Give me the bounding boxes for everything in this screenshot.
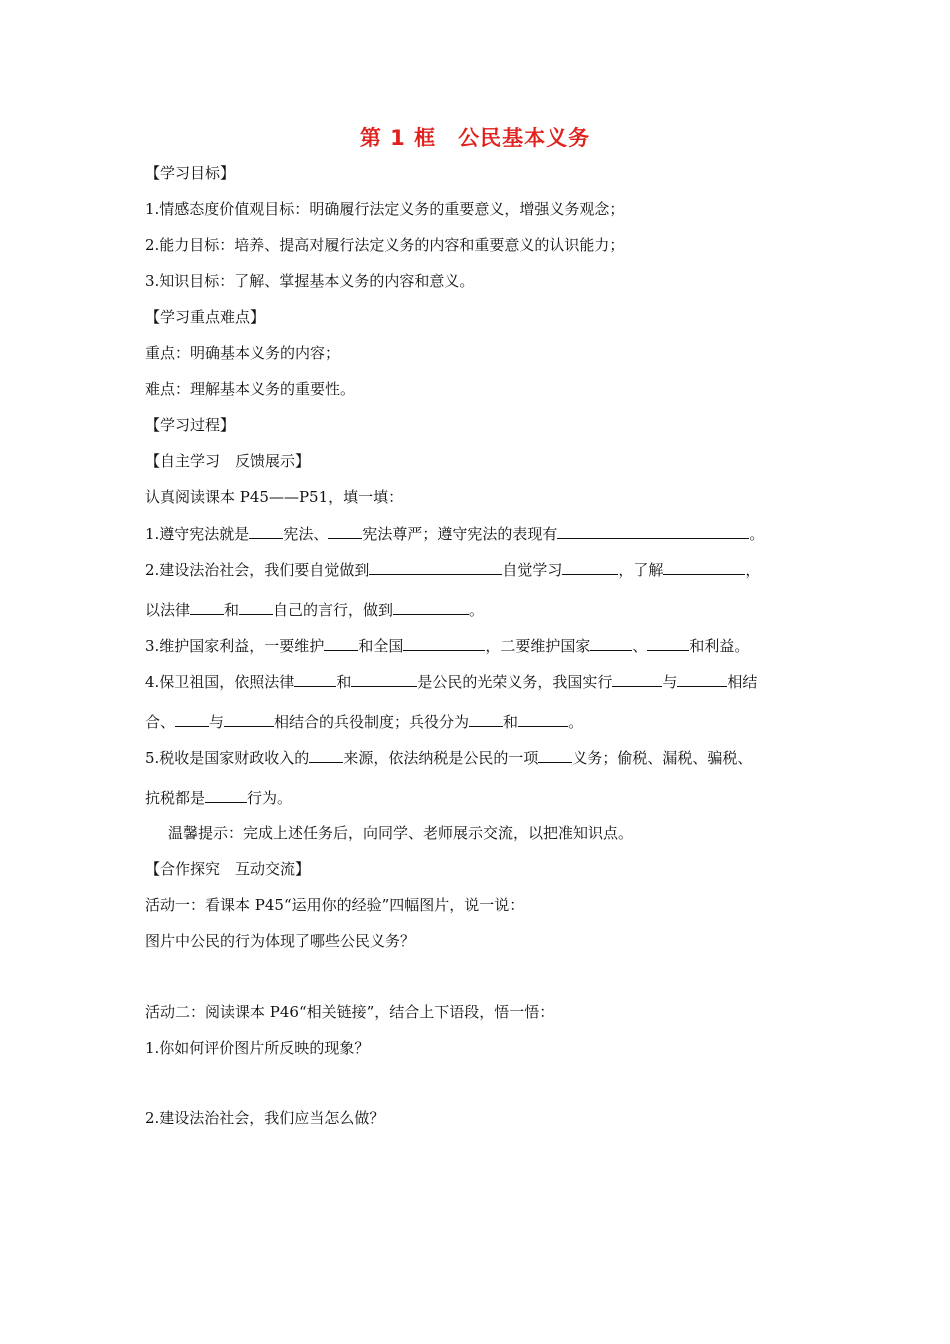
q3-text-a: 3.维护国家利益，一要维护 (145, 637, 325, 655)
q4-blank-8[interactable] (518, 711, 568, 727)
q4-text-f: 合、 (145, 713, 176, 731)
section-heading-cooperation: 【合作探究 互动交流】 (145, 860, 311, 878)
q3-blank-4[interactable] (647, 635, 689, 651)
question-4-continued (145, 711, 583, 732)
q4-text-i: 和 (503, 713, 519, 731)
q4-text-j: 。 (568, 713, 584, 731)
q2-text-d: ， (745, 561, 761, 579)
q5-blank-3[interactable] (205, 787, 247, 803)
section-heading-key-points: 【学习重点难点】 (145, 308, 266, 326)
goal-item-3: 3.知识目标：了解、掌握基本义务的内容和意义。 (145, 272, 475, 290)
q5-text-d: 抗税都是 (145, 789, 206, 807)
q3-blank-1[interactable] (324, 635, 358, 651)
activity-2-question-2: 2.建设法治社会，我们应当怎么做？ (145, 1109, 385, 1127)
q2-blank-5[interactable] (239, 599, 273, 615)
q1-text-b: 宪法、 (283, 525, 329, 543)
question-3 (145, 635, 749, 656)
q1-blank-1[interactable] (249, 523, 283, 539)
q3-text-c: ，二要维护国家 (485, 637, 591, 655)
q4-blank-4[interactable] (677, 671, 727, 687)
friendly-tip: 温馨提示：完成上述任务后，向同学、老师展示交流，以把准知识点。 (168, 824, 634, 842)
q4-text-c: 是公民的光荣义务，我国实行 (417, 673, 613, 691)
q2-blank-1[interactable] (369, 559, 502, 575)
q5-text-e: 行为。 (247, 789, 293, 807)
q1-text-d: 。 (749, 525, 765, 543)
q2-blank-6[interactable] (393, 599, 469, 615)
q5-text-a: 5.税收是国家财政收入的 (145, 749, 310, 767)
section-heading-process: 【学习过程】 (145, 416, 236, 434)
q1-blank-3[interactable] (557, 523, 749, 539)
q2-text-b: 自觉学习 (502, 561, 563, 579)
q1-text-a: 1.遵守宪法就是 (145, 525, 250, 543)
q4-text-b: 和 (336, 673, 352, 691)
q2-text-g: 自己的言行，做到 (273, 601, 394, 619)
q4-text-a: 4.保卫祖国，依照法律 (145, 673, 295, 691)
q3-text-b: 和全国 (358, 637, 404, 655)
q4-blank-5[interactable] (175, 711, 209, 727)
activity-1-prompt: 活动一：看课本 P45“运用你的经验”四幅图片，说一说： (145, 896, 525, 914)
q4-text-d: 与 (662, 673, 678, 691)
question-1 (145, 523, 764, 544)
q3-blank-3[interactable] (590, 635, 632, 651)
q4-blank-3[interactable] (612, 671, 662, 687)
goal-item-1: 1.情感态度价值观目标：明确履行法定义务的重要意义，增强义务观念； (145, 200, 625, 218)
key-point-line: 重点：明确基本义务的内容； (145, 344, 341, 362)
q2-text-f: 和 (224, 601, 240, 619)
q5-blank-1[interactable] (309, 747, 343, 763)
question-2-continued (145, 599, 484, 620)
question-5-continued (145, 787, 292, 808)
q2-blank-3[interactable] (663, 559, 745, 575)
activity-2-prompt: 活动二：阅读课本 P46“相关链接”，结合上下语段，悟一悟： (145, 1003, 555, 1021)
q3-text-e: 和利益。 (689, 637, 750, 655)
q3-text-d: 、 (632, 637, 648, 655)
question-2 (145, 559, 760, 580)
reading-instruction: 认真阅读课本 P45——P51，填一填： (145, 488, 404, 506)
q1-text-c: 宪法尊严；遵守宪法的表现有 (362, 525, 558, 543)
question-5 (145, 747, 752, 768)
q2-blank-2[interactable] (562, 559, 618, 575)
q2-text-e: 以法律 (145, 601, 191, 619)
goal-item-2: 2.能力目标：培养、提高对履行法定义务的内容和重要意义的认识能力； (145, 236, 625, 254)
q5-text-c: 义务；偷税、漏税、骗税、 (572, 749, 753, 767)
q4-text-g: 与 (209, 713, 225, 731)
q2-text-c: ，了解 (618, 561, 664, 579)
q4-text-h: 相结合的兵役制度；兵役分为 (274, 713, 470, 731)
q2-text-a: 2.建设法治社会，我们要自觉做到 (145, 561, 370, 579)
q4-blank-6[interactable] (224, 711, 274, 727)
section-heading-self-study: 【自主学习 反馈展示】 (145, 452, 311, 470)
section-heading-learning-goals: 【学习目标】 (145, 164, 236, 182)
page-title: 第 1 框 公民基本义务 (359, 126, 591, 150)
q3-blank-2[interactable] (403, 635, 485, 651)
q4-blank-2[interactable] (351, 671, 417, 687)
q4-blank-1[interactable] (294, 671, 336, 687)
question-4 (145, 671, 757, 692)
q4-text-e: 相结 (727, 673, 758, 691)
activity-1-question: 图片中公民的行为体现了哪些公民义务？ (145, 932, 416, 950)
activity-2-question-1: 1.你如何评价图片所反映的现象？ (145, 1039, 370, 1057)
q4-blank-7[interactable] (469, 711, 503, 727)
q2-blank-4[interactable] (190, 599, 224, 615)
q5-blank-2[interactable] (538, 747, 572, 763)
q2-text-h: 。 (469, 601, 485, 619)
q1-blank-2[interactable] (328, 523, 362, 539)
q5-text-b: 来源，依法纳税是公民的一项 (343, 749, 539, 767)
difficulty-line: 难点：理解基本义务的重要性。 (145, 380, 356, 398)
